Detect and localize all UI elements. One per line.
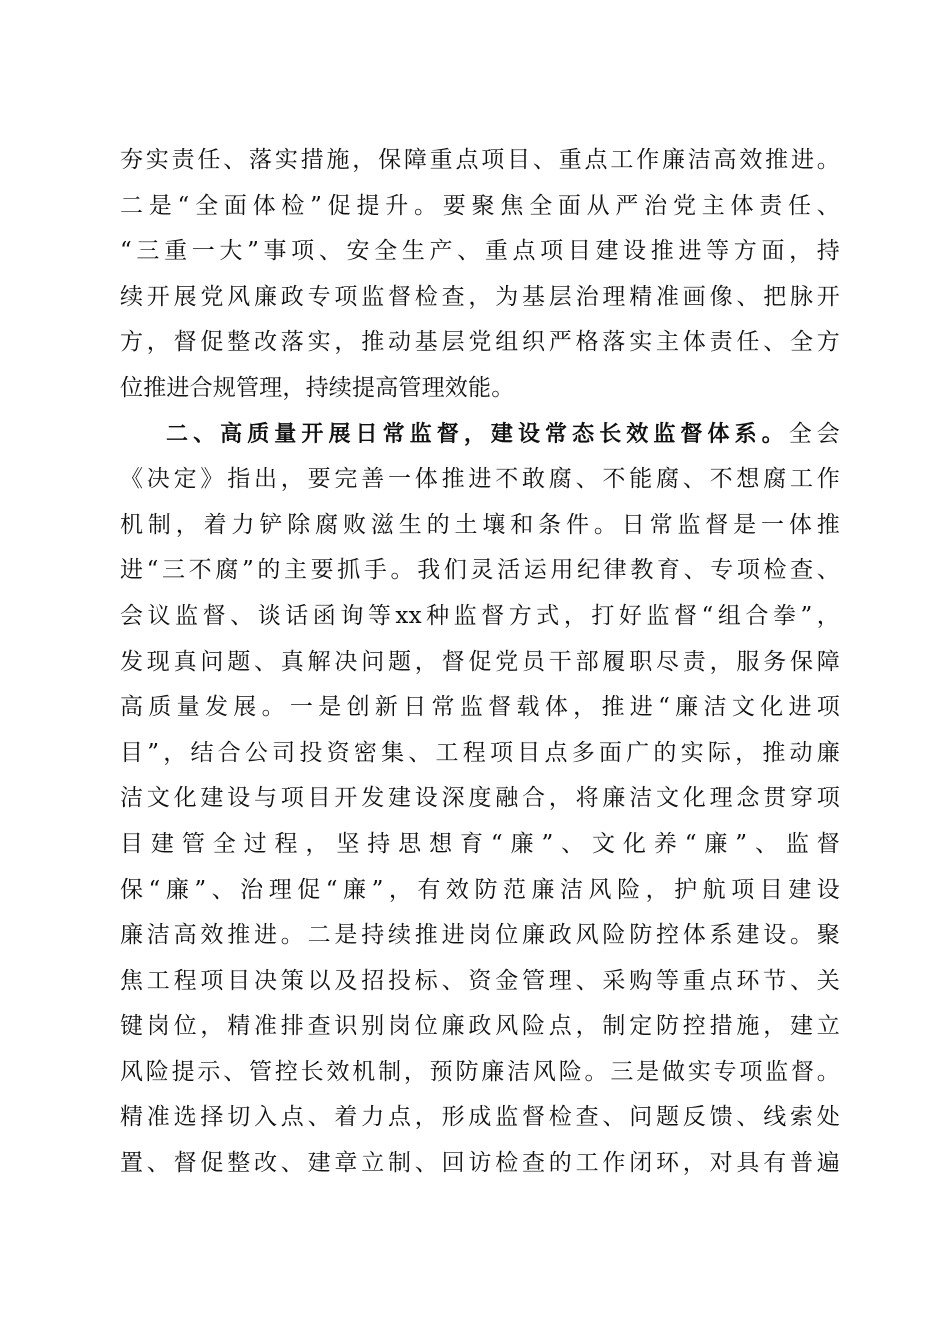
text-line: 二是“全面体检”促提升。要聚焦全面从严治党主体责任、 [120, 192, 840, 219]
text-line: 焦工程项目决策以及招投标、资金管理、采购等重点环节、关 [120, 967, 840, 994]
text-line: 发现真问题、真解决问题，督促党员干部履职尽责，服务保障 [120, 648, 840, 675]
text-line: 《决定》指出，要完善一体推进不敢腐、不能腐、不想腐工作 [120, 466, 840, 493]
section-heading: 二、高质量开展日常监督，建设常态长效监督体系。 [166, 421, 789, 447]
text-line: 风险提示、管控长效机制，预防廉洁风险。三是做实专项监督。 [120, 1058, 840, 1085]
text-line: 续开展党风廉政专项监督检查，为基层治理精准画像、把脉开 [120, 283, 840, 310]
text-line: 进“三不腐”的主要抓手。我们灵活运用纪律教育、专项检查、 [120, 557, 840, 584]
text-line: 保“廉”、治理促“廉”，有效防范廉洁风险，护航项目建设 [120, 876, 840, 903]
text-line: 置、督促整改、建章立制、回访检查的工作闭环，对具有普遍 [120, 1150, 840, 1177]
text-line: 方，督促整改落实，推动基层党组织严格落实主体责任、全方 [120, 329, 840, 356]
text-line: 位推进合规管理，持续提高管理效能。 [120, 374, 515, 401]
text-line: 洁文化建设与项目开发建设深度融合，将廉洁文化理念贯穿项 [120, 785, 840, 812]
text-run: 全会 [788, 420, 840, 447]
text-line: 精准选择切入点、着力点，形成监督检查、问题反馈、线索处 [120, 1104, 840, 1131]
text-line: 高质量发展。一是创新日常监督载体，推进“廉洁文化进项 [120, 694, 840, 721]
body-text [120, 138, 840, 1187]
text-line: 目建管全过程，坚持思想育“廉”、文化养“廉”、监督 [120, 830, 840, 857]
text-line: 廉洁高效推进。二是持续推进岗位廉政风险防控体系建设。聚 [120, 922, 840, 949]
text-line: 夯实责任、落实措施，保障重点项目、重点工作廉洁高效推进。 [120, 147, 840, 173]
text-line: “三重一大”事项、安全生产、重点项目建设推进等方面，持 [120, 238, 840, 265]
text-line: 目”，结合公司投资密集、工程项目点多面广的实际，推动廉 [120, 739, 840, 766]
text-line: 会议监督、谈话函询等xx种监督方式，打好监督“组合拳”， [120, 602, 840, 629]
text-line: 机制，着力铲除腐败滋生的土壤和条件。日常监督是一体推 [120, 511, 840, 538]
text-line: 键岗位，精准排查识别岗位廉政风险点，制定防控措施，建立 [120, 1013, 840, 1040]
section-heading-line [120, 412, 840, 458]
